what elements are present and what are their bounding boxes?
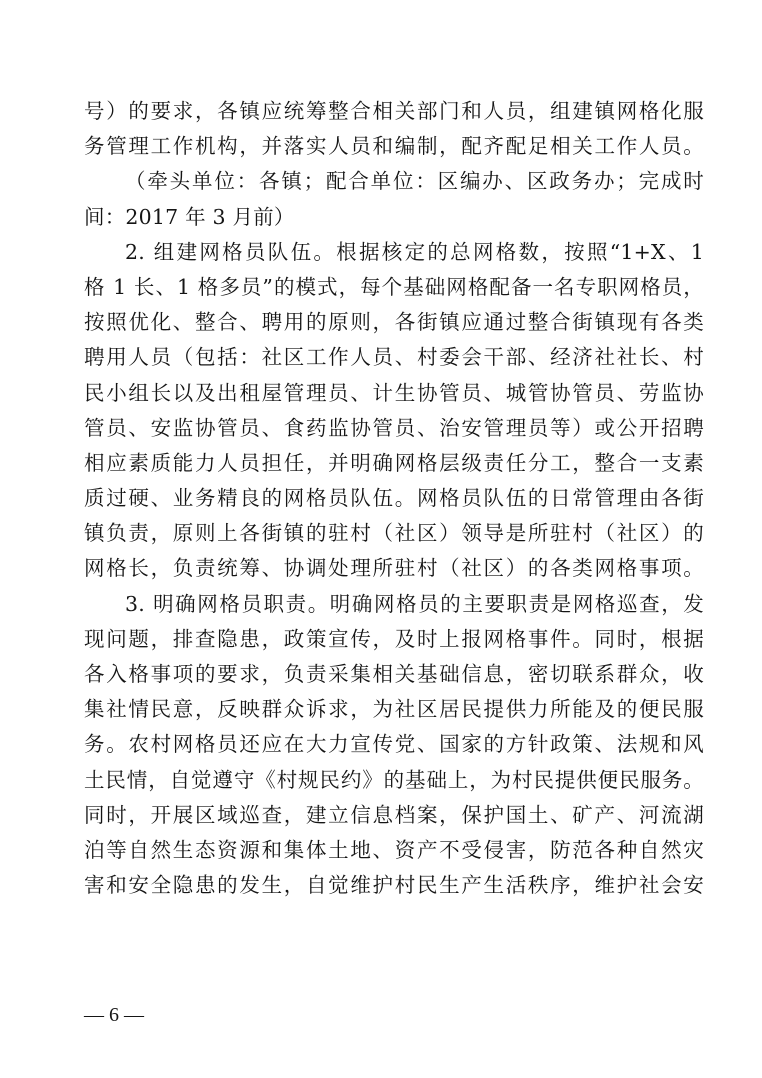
text-line: 网格长，负责统筹、协调处理所驻村（社区）的各类网格事项。 xyxy=(84,556,704,581)
text-line: 质过硬、业务精良的网格员队伍。网格员队伍的日常管理由各街 xyxy=(84,486,704,511)
text-line: 集社情民意，反映群众诉求，为社区居民提供力所能及的便民服 xyxy=(84,697,704,722)
text-line: 管员、安监协管员、食药监协管员、治安管理员等）或公开招聘 xyxy=(84,415,704,440)
text-line: 民小组长以及出租屋管理员、计生协管员、城管协管员、劳监协 xyxy=(84,380,704,405)
text-line: 相应素质能力人员担任，并明确网格层级责任分工，整合一支素 xyxy=(84,450,704,475)
text-line: 泊等自然生态资源和集体土地、资产不受侵害，防范各种自然灾 xyxy=(84,837,704,862)
text-line: 土民情，自觉遵守《村规民约》的基础上，为村民提供便民服务。 xyxy=(84,767,704,792)
text-line: 号）的要求，各镇应统筹整合相关部门和人员，组建镇网格化服 xyxy=(84,99,704,123)
text-line: 格 1 长、1 格多员”的模式，每个基础网格配备一名专职网格员， xyxy=(84,274,704,299)
text-line: （牵头单位：各镇；配合单位：区编办、区政务办；完成时 xyxy=(125,169,704,194)
text-line: 按照优化、整合、聘用的原则，各街镇应通过整合街镇现有各类 xyxy=(84,310,704,335)
body-text xyxy=(84,94,704,903)
text-line: 务。农村网格员还应在大力宣传党、国家的方针政策、法规和风 xyxy=(84,732,704,757)
text-line: 同时，开展区域巡查，建立信息档案，保护国土、矿产、河流湖 xyxy=(84,802,704,827)
text-line: 聘用人员（包括：社区工作人员、村委会干部、经济社社长、村 xyxy=(84,345,704,370)
text-line: 镇负责，原则上各街镇的驻村（社区）领导是所驻村（社区）的 xyxy=(84,521,704,546)
text-line: 现问题，排查隐患，政策宣传，及时上报网格事件。同时，根据 xyxy=(84,626,704,651)
text-line: 2. 组建网格员队伍。根据核定的总网格数，按照“1+X、1 xyxy=(125,239,704,264)
text-line: 3. 明确网格员职责。明确网格员的主要职责是网格巡查，发 xyxy=(125,591,704,616)
text-line: 务管理工作机构，并落实人员和编制，配齐配足相关工作人员。 xyxy=(84,134,704,159)
page-number: — 6 — xyxy=(84,1004,144,1026)
text-line: 各入格事项的要求，负责采集相关基础信息，密切联系群众，收 xyxy=(84,662,704,686)
text-line: 间：2017 年 3 月前） xyxy=(84,204,295,229)
text-line: 害和安全隐患的发生，自觉维护村民生产生活秩序，维护社会安 xyxy=(84,873,704,898)
